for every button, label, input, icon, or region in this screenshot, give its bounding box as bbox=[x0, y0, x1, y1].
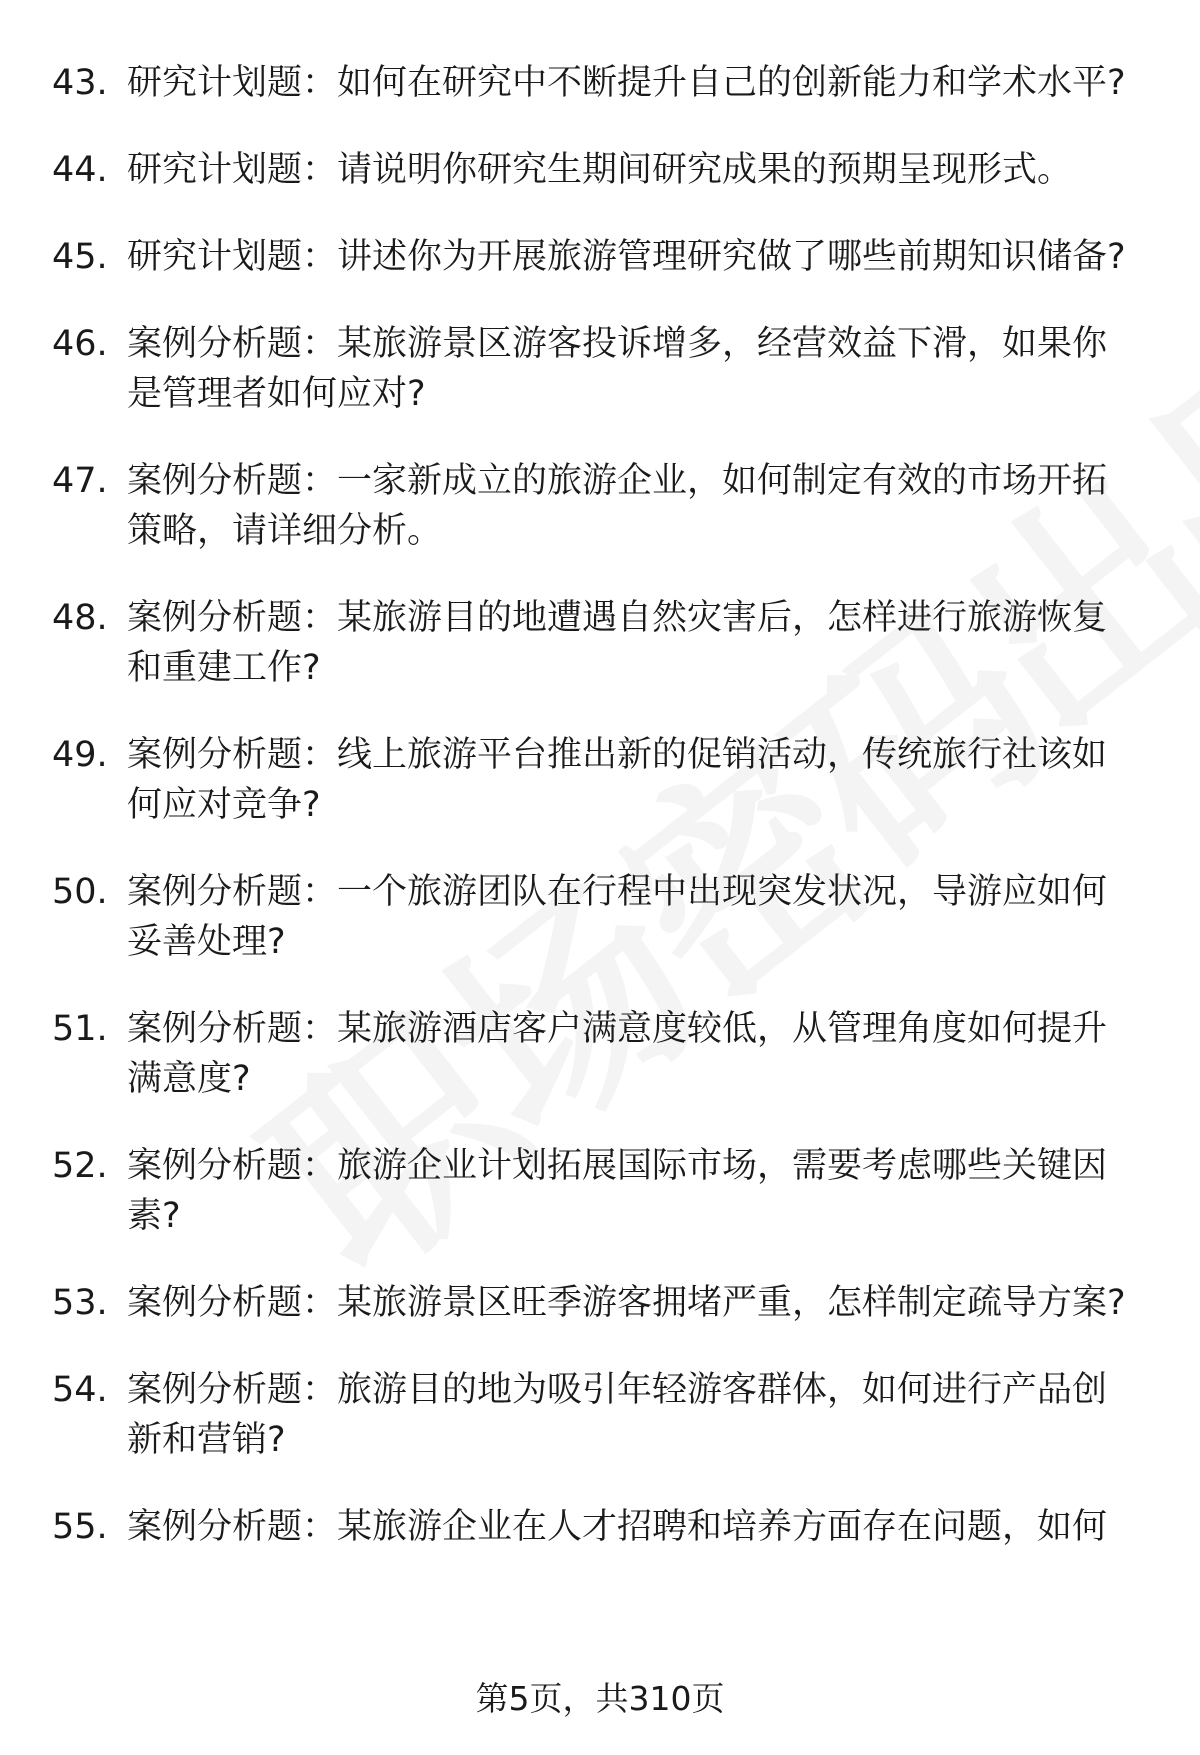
list-item bbox=[0, 593, 1200, 693]
question-number: 49. bbox=[52, 735, 108, 775]
list-item bbox=[0, 1278, 1200, 1328]
list-item bbox=[0, 456, 1200, 556]
question-number: 48. bbox=[52, 598, 108, 638]
question-text: 案例分析题：线上旅游平台推出新的促销活动，传统旅行社该如何应对竞争? bbox=[127, 735, 1108, 825]
question-text: 案例分析题：某旅游酒店客户满意度较低，从管理角度如何提升满意度? bbox=[127, 1009, 1108, 1099]
question-number: 47. bbox=[52, 461, 108, 501]
question-number: 45. bbox=[52, 237, 108, 277]
page-footer: 第5页，共310页 bbox=[475, 1679, 725, 1718]
question-number: 55. bbox=[52, 1507, 108, 1547]
question-text: 研究计划题：讲述你为开展旅游管理研究做了哪些前期知识储备? bbox=[127, 237, 1126, 277]
question-text: 案例分析题：旅游目的地为吸引年轻游客群体，如何进行产品创新和营销? bbox=[127, 1370, 1108, 1460]
question-text: 案例分析题：一家新成立的旅游企业，如何制定有效的市场开拓策略，请详细分析。 bbox=[127, 461, 1108, 551]
list-item bbox=[0, 145, 1200, 195]
list-item bbox=[0, 319, 1200, 419]
question-text: 研究计划题：如何在研究中不断提升自己的创新能力和学术水平? bbox=[127, 63, 1126, 103]
list-item bbox=[0, 1502, 1200, 1552]
list-item bbox=[0, 1141, 1200, 1241]
question-text: 案例分析题：某旅游企业在人才招聘和培养方面存在问题，如何 bbox=[127, 1507, 1108, 1547]
question-text: 案例分析题：某旅游景区旺季游客拥堵严重，怎样制定疏导方案? bbox=[127, 1283, 1126, 1323]
question-number: 53. bbox=[52, 1283, 108, 1323]
question-number: 46. bbox=[52, 324, 108, 364]
question-text: 研究计划题：请说明你研究生期间研究成果的预期呈现形式。 bbox=[127, 150, 1073, 190]
question-number: 50. bbox=[52, 872, 108, 912]
list-item bbox=[0, 1004, 1200, 1104]
question-number: 44. bbox=[52, 150, 108, 190]
question-number: 52. bbox=[52, 1146, 108, 1186]
list-item bbox=[0, 232, 1200, 282]
question-list bbox=[0, 58, 1200, 1589]
question-text: 案例分析题：某旅游目的地遭遇自然灾害后，怎样进行旅游恢复和重建工作? bbox=[127, 598, 1108, 688]
list-item bbox=[0, 1365, 1200, 1465]
question-text: 案例分析题：某旅游景区游客投诉增多，经营效益下滑，如果你是管理者如何应对? bbox=[127, 324, 1108, 414]
list-item bbox=[0, 58, 1200, 108]
list-item bbox=[0, 867, 1200, 967]
question-text: 案例分析题：旅游企业计划拓展国际市场，需要考虑哪些关键因素? bbox=[127, 1146, 1108, 1236]
question-number: 51. bbox=[52, 1009, 108, 1049]
list-item bbox=[0, 730, 1200, 830]
question-number: 54. bbox=[52, 1370, 108, 1410]
question-number: 43. bbox=[52, 63, 108, 103]
question-text: 案例分析题：一个旅游团队在行程中出现突发状况，导游应如何妥善处理? bbox=[127, 872, 1108, 962]
